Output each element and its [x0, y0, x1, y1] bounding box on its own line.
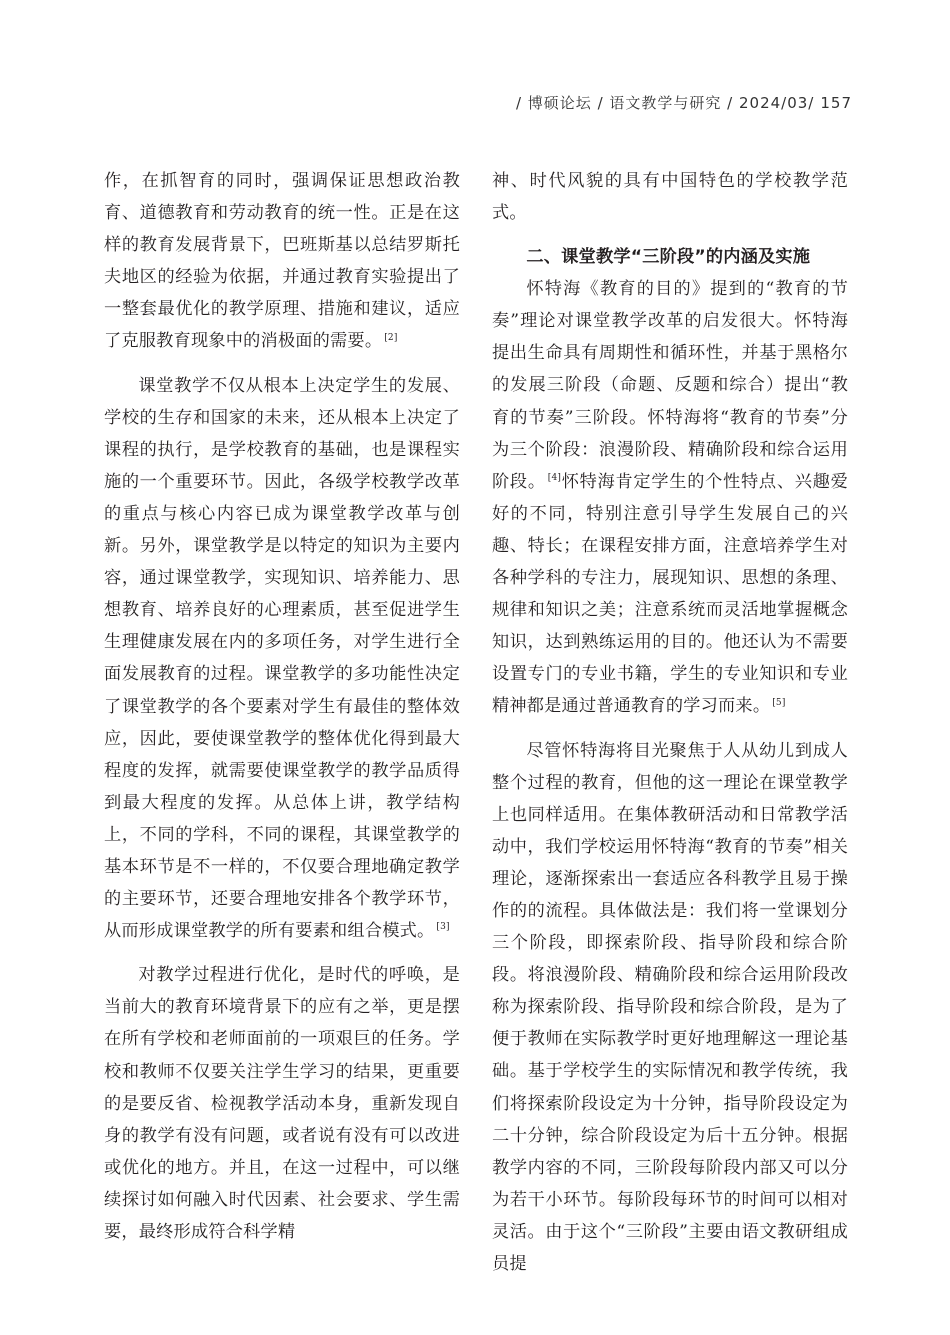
paragraph: 尽管怀特海将目光聚焦于人从幼儿到成人整个过程的教育，但他的这一理论在课堂教学上也同样适用。在集体教研活动和日常教学活动中，我们学校运用怀特海“教育的节奏”相关理论，逐渐探索出一套适应各科教学且易于操作的的流程。具体做法是：我们将一堂课划分三个阶段，即探索阶段、指导阶段和综合阶段。将浪漫阶段、精确阶段和综合运用阶段改称为探索阶段、指导阶段和综合阶段，是为了便于教师在实际教学时更好地理解这一理论基础。基于学校学生的实际情况和教学传统，我们将探索阶段设定为十分钟，指导阶段设定为二十分钟，综合阶段设定为后十五分钟。根据教学内容的不同，三阶段每阶段内部又可以分为若干小环节。每阶段每环节的时间可以相对灵活。由于这个“三阶段”主要由语文教研组成员提	[492, 740, 848, 1274]
paragraph: 课堂教学不仅从根本上决定学生的发展、学校的生存和国家的未来，还从根本上决定了课程的执行，是学校教育的基础，也是课程实施的一个重要环节。因此，各级学校教学改革的重点与核心内容已成为课堂教学改革与创新。另外，课堂教学是以特定的知识为主要内容，通过课堂教学，实现知识、培养能力、思想教育、培养良好的心理素质，甚至促进学生生理健康发展在内的多项任务，对学生进行全面发展教育的过程。课堂教学的多功能性决定了课堂教学的各个要素对学生有最佳的整体效应，因此，要使课堂教学的整体优化得到最大程度的发挥，就需要使课堂教学的教学品质得到最大程度的发挥。从总体上讲，教学结构上，不同的学科，不同的课程，其课堂教学的基本环节是不一样的，不仅要合理地确定教学的主要环节，还要合理地安排各个教学环节，从而形成课堂教学的所有要素和组合模式。 [3]	[104, 375, 460, 942]
page-number: 157	[820, 94, 852, 112]
paragraph: 作，在抓智育的同时，强调保证思想政治教育、道德教育和劳动教育的统一性。正是在这样的教育发展背景下，巴班斯基以总结罗斯托夫地区的经验为依据，并通过教育实验提出了一整套最优化的教学原理、措施和建议，适应了克服教育现象中的消极面的需要。 [2]	[104, 171, 460, 352]
left-column	[104, 165, 460, 1260]
citation-ref: [2]	[384, 332, 398, 343]
header-text: / 博硕论坛 / 语文教学与研究 / 2024/03/	[515, 94, 815, 112]
running-header	[516, 92, 852, 113]
section-heading: 二、课堂教学“三阶段”的内涵及实施	[526, 247, 811, 268]
citation-ref: [4]	[547, 473, 562, 484]
paragraph: 怀特海《教育的目的》提到的“教育的节奏”理论对课堂教学改革的启发很大。怀特海提出生命具有周期性和循环性，并基于黑格尔的发展三阶段（命题、反题和综合）提出“教育的节奏”三阶段。怀特海将“教育的节奏”分为三个阶段：浪漫阶段、精确阶段和综合运用阶段。 [4]怀特海肯定学生的个性特点、兴趣爱好的不同，特别注意引导学生发展自己的兴趣、特长；在课程安排方面，注意培养学生对各种学科的专注力，展现知识、思想的条理、规律和知识之美；注意系统而灵活地掌握概念知识，达到熟练运用的目的。他还认为不需要设置专门的专业书籍，学生的专业知识和专业精神都是通过普通教育的学习而来。 [5]	[492, 279, 849, 717]
citation-ref: [5]	[772, 697, 786, 708]
citation-ref: [3]	[436, 922, 450, 933]
paragraph: 对教学过程进行优化，是时代的呼唤，是当前大的教育环境背景下的应有之举，更是摆在所有学校和老师面前的一项艰巨的任务。学校和教师不仅要关注学生学习的结果，更重要的是要反省、检视教学活动本身，重新发现自身的教学有没有问题，或者说有没有可以改进或优化的地方。并且，在这一过程中，可以继续探讨如何融入时代因素、社会要求、学生需要，最终形成符合科学精	[104, 965, 460, 1242]
paragraph: 神、时代风貌的具有中国特色的学校教学范式。	[492, 171, 848, 224]
right-column	[492, 165, 848, 1292]
